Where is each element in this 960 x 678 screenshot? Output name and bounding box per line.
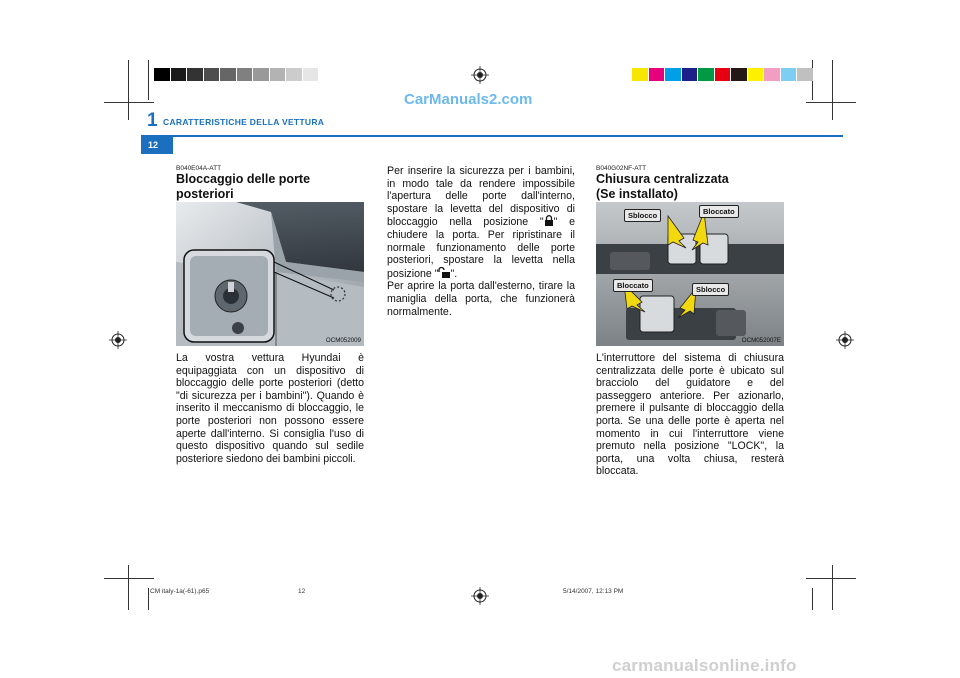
registration-target-icon (109, 331, 127, 349)
color-swatch (237, 68, 254, 81)
section-code: B040E04A-ATT (176, 165, 222, 172)
color-swatch (187, 68, 204, 81)
color-swatch (715, 68, 732, 81)
callout-lock-bottom: Bloccato (613, 279, 653, 292)
child-lock-photo-graphic (176, 202, 364, 346)
color-swatch (665, 68, 682, 81)
instruction-text: " e chiudere la porta. Per ripristinare il normale funzionamento delle porte posteriori, spostare la levetta nella posizione " (387, 216, 575, 280)
child-lock-photo (176, 202, 364, 346)
footer-watermark: carmanualsonline.info (612, 656, 797, 675)
photo-label: OCM052009 (325, 337, 361, 344)
color-swatch (698, 68, 715, 81)
footer-timestamp: 5/14/2007, 12:13 PM (563, 588, 624, 595)
section-paragraph: La vostra vettura Hyundai è equipaggiata con un dispositivo di bloccaggio delle porte posteriori (detto "di sicurezza per i bambini"). Quando è inserito il meccanismo di bloccaggio, le porte posteriori non possono essere aperte dall'interno. Si consiglia l'uso di questo dispositivo quando sul sedile posteriore siedono dei bambini piccoli. (176, 352, 364, 465)
color-swatch (781, 68, 798, 81)
header-rule (141, 135, 843, 137)
color-swatch (171, 68, 188, 81)
lock-closed-icon (544, 215, 554, 226)
color-swatch (303, 68, 320, 81)
callout-unlock-top: Sblocco (624, 209, 661, 222)
central-lock-photo (596, 202, 784, 346)
chapter-title: CARATTERISTICHE DELLA VETTURA (163, 117, 325, 127)
color-swatch (649, 68, 666, 81)
color-swatch (632, 68, 649, 81)
section-code: B040G02NF-ATT (596, 165, 647, 172)
color-swatch (731, 68, 748, 81)
color-swatch (764, 68, 781, 81)
footer-file-name: CM italy-1a(-61).p65 (150, 588, 210, 595)
section-paragraph: L'interruttore del sistema di chiusura centralizzata delle porte è ubicato sul bracciolo del guidatore e del passeggero anteriore. Per azionarlo, premere il pulsante di bloccaggio della porta. Se una delle porte è aperta nel momento in cui l'interruttore viene premuto nella posizione "LOCK", la porta, una volta chiusa, resterà bloccata. (596, 352, 784, 478)
color-swatch (286, 68, 303, 81)
callout-lock-top: Bloccato (699, 205, 739, 218)
photo-label: OCM052007E (741, 337, 781, 344)
cmyk-color-bar (632, 68, 814, 81)
section-title-line: (Se installato) (596, 187, 678, 201)
color-swatch (154, 68, 171, 81)
site-watermark: CarManuals2.com (404, 91, 533, 108)
color-swatch (220, 68, 237, 81)
instruction-text: Per aprire la porta dall'esterno, tirare la maniglia della porta, che funzionerà normalmente. (387, 280, 575, 318)
section-title-line: Chiusura centralizzata (596, 172, 729, 186)
color-swatch (682, 68, 699, 81)
section-title-line: Bloccaggio delle porte posteriori (176, 172, 311, 201)
grayscale-color-bar (154, 68, 336, 81)
registration-target-icon (471, 66, 489, 84)
color-swatch (748, 68, 765, 81)
chapter-number: 1 (147, 110, 158, 131)
callout-unlock-bottom: Sblocco (692, 283, 729, 296)
central-lock-photo-graphic (596, 202, 784, 346)
instruction-text: Per inserire la sicurezza per i bambini, in modo tale da rendere impossibile l'apertura delle porte dall'interno, spostare la levetta del dispositivo di bloccaggio nella posizione " (387, 165, 575, 229)
footer-page: 12 (298, 588, 306, 595)
lock-open-icon (438, 267, 450, 278)
color-swatch (253, 68, 270, 81)
page-number: 12 (148, 140, 159, 150)
color-swatch (797, 68, 814, 81)
child-lock-instructions (387, 165, 575, 318)
section-title (596, 172, 786, 202)
registration-target-icon (471, 587, 489, 605)
color-swatch (204, 68, 221, 81)
color-swatch (319, 68, 336, 81)
instruction-text: ". (450, 267, 458, 280)
registration-target-icon (836, 331, 854, 349)
color-swatch (270, 68, 287, 81)
